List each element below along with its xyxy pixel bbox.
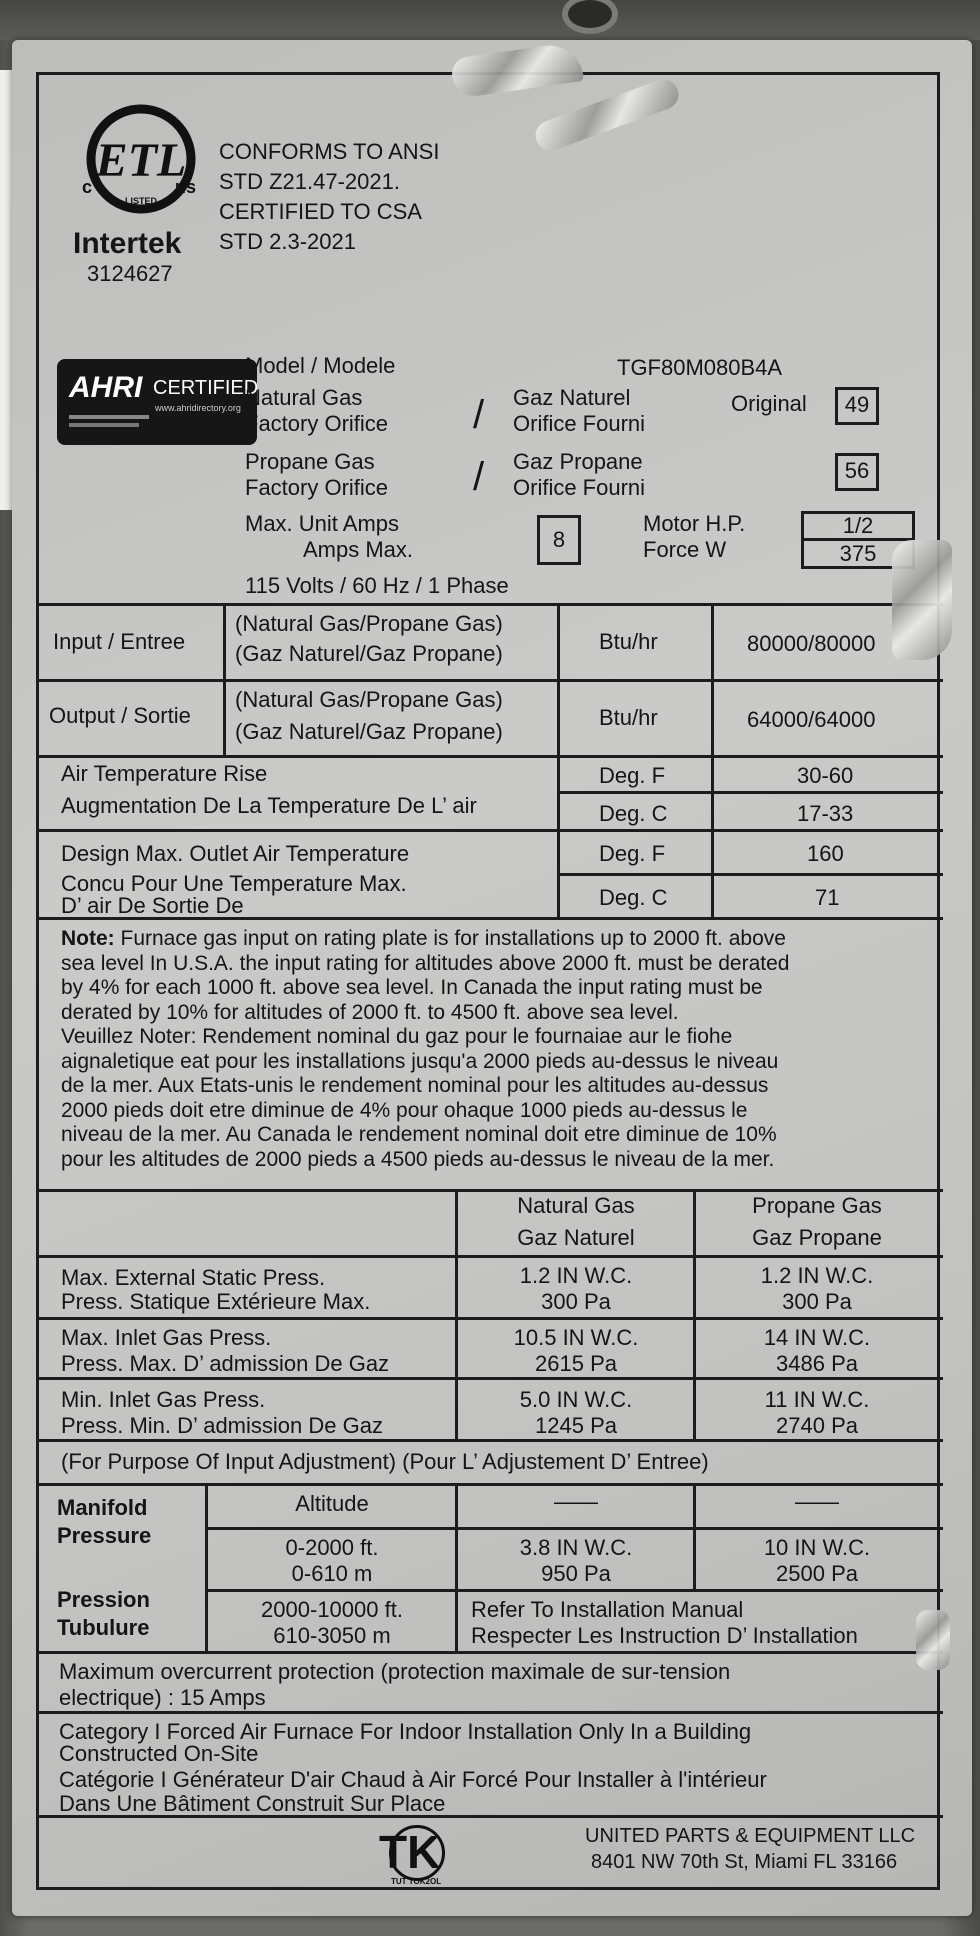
- rise-f-value: 30-60: [797, 763, 854, 788]
- screw-hole: [568, 0, 612, 28]
- ng-orifice-label-fr: Gaz Naturel Orifice Fourni: [513, 385, 646, 436]
- amps-label: Max. Unit Amps Amps Max.: [245, 511, 414, 562]
- input-btu-value: 80000/80000: [747, 631, 876, 656]
- top-metal-strip: [0, 0, 980, 40]
- rating-plate-frame: ETL c us LISTED Intertek 3124627 CONFORMS TO ANSI STD Z21.47-2021. CERTIFIED TO CSA STD 2.3-2021 AHRI CERTIFIED www.ahridirectory.org Model / Modele TGF80M080B4A Natural Gas Factory Orifice / Gaz Naturel Orifice Fourni Original 49 Propane Gas Factory Orifice / Gaz Propane Orifice Fourni 56 Max. Unit Amps Amps Max. 8 Motor H.P. Force W 1/2 375 115 Volts / 60 Hz / 1 Phase Input / Entree (Natural Gas/Propane Gas) (Gaz Naturel/Gaz Propane) Btu/hr 80000/80000 Output / Sortie (Natural Gas/Propane Gas) (Gaz Naturel/Gaz Propane) Btu/hr 64000/64000 Air Temperature Rise Augmentation De La Temperature De L’ air Deg. F Deg. C 30-60 17-33 Design Max. Outlet Air Temperature Concu Pour Une Temperature Max. D’ air De Sortie De Deg. F Deg. C 160 71 Note: Furnace gas input on rating plate is for installations up to 2000 ft. above sea level In U.S.A. the input rating for altitudes above 2000 ft. must be derated by 4% for each 1000 ft. above sea level. In Canada the input rating must be derated by 10% for altitudes of 2000 ft. to 4500 ft. above sea level. Veuillez Noter: Rendement nominal du gaz pour le fournaiae aur le fiohe aignaletique eat pour les installations jusqu'a 2000 pieds au-dessus le niveau de la mer. Aux Etats-unis le rendement nominal pour les altitudes au-dessus 2000 pieds doit etre diminue de 4% pour ohaque 1000 pieds au-dessus le niveau de la mer. Au Canada le rendement nominal doit etre diminue de 10% pour les altitudes de 2000 pieds a 4500 pieds au-dessus le niveau de la mer. Natural Gas Gaz Naturel Propane Gas Gaz Propane Max. External Static Press. Press. Statique Extérieure Max. 1.2 IN W.C. 300 Pa 1.2 IN W.C. 300 Pa Max. Inlet Gas Press. Press. Max. D’ admission De Gaz 10.5 IN W.C. 2615 Pa 14 IN W.C. 3486 Pa Min. Inlet Gas Press. Press. Min. D’ admission De Gaz 5.0 IN W.C. 1245 Pa 11 IN W.C. 2740 Pa (For Purpose Of Input Adjustment) (Pour L’ Adjustement D’ Entree) Manifold Pressure Pression Tubulure Altitude —— —— 0-2000 ft. 0-610 m 3.8 IN W.C. 950 Pa 10 IN W.C. 2500 Pa 2000-10000 ft. 610-3050 m Refer To Installation Manual Respecter Les Instruction D’ Installation Maximum overcurrent protection (protection maximale de sur-tension electrique) : 15 Amps Category I Forced Air Furnace For Indoor Installation Only In a Building Constructed On-Site Catégorie I Générateur D'air Chaud à Air Forcé Pour Installer à l'intérieur Dans Une Bâtiment Construit Sur Place TK TUT TOK2OL UNITED PARTS & EQUIPMENT LLC 8401 NW 70th St, Miami FL 33166: [36, 72, 940, 1890]
- original-label: Original: [731, 391, 807, 416]
- outlet-c-value: 71: [815, 885, 840, 910]
- slash-1: /: [473, 393, 485, 437]
- tk-logo: TK TUT TOK2OL: [379, 1825, 475, 1887]
- intertek-name: Intertek: [73, 227, 182, 260]
- power-supply: 115 Volts / 60 Hz / 1 Phase: [245, 573, 509, 598]
- ng-orifice-value: 49: [835, 387, 879, 425]
- outlet-f-value: 160: [807, 841, 844, 866]
- motor-hp-value: 1/2: [801, 511, 915, 541]
- svg-text:c: c: [82, 177, 93, 197]
- model-value: TGF80M080B4A: [617, 355, 783, 380]
- company-name: UNITED PARTS & EQUIPMENT LLC: [585, 1825, 916, 1847]
- svg-text:LISTED: LISTED: [124, 196, 158, 206]
- model-label: Model / Modele: [245, 353, 396, 378]
- amps-value: 8: [537, 515, 581, 565]
- motor-label: Motor H.P. Force W: [643, 511, 746, 562]
- lp-orifice-value: 56: [835, 453, 879, 491]
- svg-text:us: us: [175, 177, 197, 197]
- intertek-number: 3124627: [87, 261, 173, 286]
- output-btu-value: 64000/64000: [747, 707, 876, 732]
- foil-damage-right: [892, 540, 952, 660]
- etl-mark: ETL: [95, 134, 187, 187]
- lp-orifice-label-en: Propane Gas Factory Orifice: [245, 449, 389, 500]
- ahri-certified-logo: AHRI CERTIFIED www.ahridirectory.org: [57, 359, 257, 445]
- input-adjustment-note: (For Purpose Of Input Adjustment) (Pour L’ Adjustement D’ Entree): [61, 1449, 709, 1474]
- ng-orifice-label-en: Natural Gas Factory Orifice: [245, 385, 389, 436]
- note-block: Note: Furnace gas input on rating plate is for installations up to 2000 ft. above sea level In U.S.A. the input rating for altitudes above 2000 ft. must be derated by 4% for each 1000 ft. above sea level. In Canada the input rating must be derated by 10% for altitudes of 2000 ft. to 4500 ft. above sea level. Veuillez Noter: Rendement nominal du gaz pour le fournaiae aur le fiohe aignaletique eat pour les installations jusqu'a 2000 pieds au-dessus le niveau de la mer. Aux Etats-unis le rendement nominal pour les altitudes au-dessus 2000 pieds doit etre diminue de 4% pour ohaque 1000 pieds au-dessus le niveau de la mer. Au Canada le rendement nominal doit etre diminue de 10% pour les altitudes de 2000 pieds a 4500 pieds au-dessus le niveau de la mer.: [61, 927, 790, 1171]
- etl-listed-logo: [79, 101, 203, 231]
- rise-c-value: 17-33: [797, 801, 854, 826]
- rating-plate: [12, 40, 972, 1916]
- company-address: 8401 NW 70th St, Miami FL 33166: [591, 1851, 898, 1873]
- foil-damage-lower: [916, 1610, 950, 1670]
- lp-orifice-label-fr: Gaz Propane Orifice Fourni: [513, 449, 646, 500]
- motor-w-value: 375: [801, 538, 915, 569]
- slash-2: /: [473, 455, 485, 499]
